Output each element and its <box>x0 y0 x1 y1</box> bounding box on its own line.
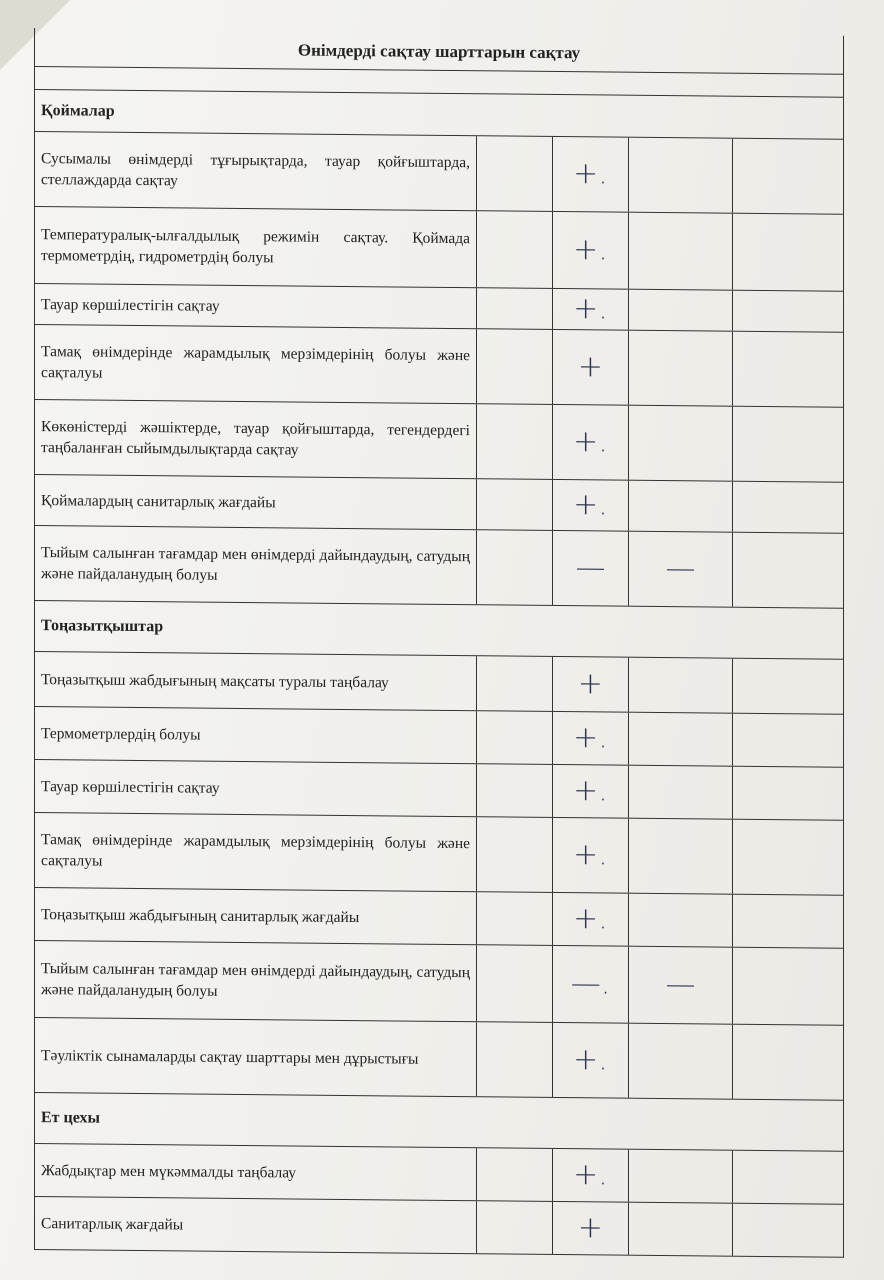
mark-cell <box>629 1150 733 1203</box>
mark-cell <box>477 764 553 817</box>
criterion-label: Тоңазытқыш жабдығының мақсаты туралы таңбалау <box>41 670 389 691</box>
section-header: Тоңазытқыштар <box>35 601 843 660</box>
mark-cell <box>629 819 733 894</box>
criterion-cell <box>35 284 477 328</box>
table-row <box>35 1018 843 1101</box>
table-row <box>35 707 843 768</box>
mark-cell <box>553 712 629 765</box>
mark-cell <box>553 289 629 330</box>
handwritten-mark: + <box>577 666 604 702</box>
mark-cell <box>553 1149 629 1202</box>
criterion-cell <box>35 132 477 210</box>
mark-cell <box>629 481 733 532</box>
table-row <box>35 941 843 1026</box>
handwritten-mark: +. <box>573 291 608 327</box>
mark-cell <box>553 657 629 712</box>
handwritten-mark: +. <box>573 487 608 523</box>
table-row <box>35 1197 843 1257</box>
mark-cell <box>629 213 733 290</box>
mark-cell <box>553 1202 629 1255</box>
handwritten-mark: +. <box>573 1157 608 1193</box>
criterion-cell <box>35 325 477 403</box>
mark-cell <box>553 893 629 946</box>
handwritten-mark: —. <box>570 966 611 1002</box>
handwritten-mark: +. <box>573 720 608 756</box>
table-row <box>35 207 843 292</box>
criterion-label: Термометрлердің болуы <box>41 724 201 744</box>
mark-cell <box>733 948 841 1025</box>
criterion-cell <box>35 1144 477 1200</box>
criterion-label: Тамақ өнімдерінде жарамдылық мерзімдерінің болуы және сақталуы <box>41 343 470 382</box>
mark-cell <box>629 766 733 819</box>
criterion-cell <box>35 941 477 1021</box>
criterion-label: Тәуліктік сынамаларды сақтау шарттары мен дұрыстығы <box>41 1046 419 1068</box>
table-row <box>35 813 843 896</box>
criterion-label: Қоймалардың санитарлық жағдайы <box>41 491 276 511</box>
mark-cell <box>553 330 629 405</box>
mark-cell <box>477 479 553 530</box>
mark-cell <box>477 404 553 479</box>
criterion-cell <box>35 760 477 816</box>
criterion-cell <box>35 707 477 763</box>
inspection-table <box>34 28 844 1258</box>
mark-cell <box>733 1151 841 1204</box>
mark-cell <box>477 1148 553 1201</box>
mark-cell <box>477 288 553 329</box>
table-row <box>35 400 843 483</box>
mark-cell <box>553 137 629 212</box>
criterion-cell <box>35 207 477 287</box>
mark-cell <box>733 714 841 767</box>
table-row <box>35 888 843 949</box>
mark-cell <box>733 1204 841 1257</box>
criterion-label: Көкөністерді жәшіктерде, тауар қойғыштарда, тегендердегі таңбаланған сыйымдылықтарда сақтау <box>41 418 470 459</box>
handwritten-mark: + <box>577 1210 604 1246</box>
handwritten-mark: — <box>575 550 606 586</box>
mark-cell <box>733 767 841 820</box>
table-row <box>35 325 843 408</box>
mark-cell <box>629 658 733 713</box>
mark-cell <box>477 1022 553 1097</box>
criterion-label: Температуралық-ылғалдылық режимін сақтау. Қоймада термометрдің, гидрометрдің болуы <box>41 226 470 267</box>
mark-cell <box>629 532 733 607</box>
handwritten-mark: +. <box>573 232 608 268</box>
criterion-cell <box>35 400 477 478</box>
mark-cell <box>477 1201 553 1254</box>
mark-cell <box>629 894 733 947</box>
criterion-cell <box>35 475 477 529</box>
handwritten-mark: +. <box>573 1042 608 1078</box>
criterion-cell <box>35 1197 477 1253</box>
table-row <box>35 475 843 534</box>
section-header: Қоймалар <box>35 90 843 140</box>
criterion-label: Тыйым салынған тағамдар мен өнімдерді дайындаудың, сатудың және пайдаланудың болуы <box>41 544 470 584</box>
table-row <box>35 760 843 821</box>
handwritten-mark: +. <box>573 424 608 460</box>
mark-cell <box>477 817 553 892</box>
mark-cell <box>733 332 841 407</box>
criterion-cell <box>35 652 477 710</box>
table-row <box>35 1144 843 1205</box>
criterion-cell <box>35 888 477 944</box>
mark-cell <box>553 480 629 531</box>
mark-cell <box>733 482 841 533</box>
handwritten-mark: +. <box>573 837 608 873</box>
mark-cell <box>629 1203 733 1256</box>
handwritten-mark: +. <box>573 773 608 809</box>
handwritten-mark: — <box>665 967 696 1003</box>
mark-cell <box>477 211 553 288</box>
mark-cell <box>553 1023 629 1098</box>
handwritten-mark: + <box>577 349 604 385</box>
mark-cell <box>629 947 733 1024</box>
mark-cell <box>553 531 629 606</box>
criterion-label: Тамақ өнімдерінде жарамдылық мерзімдерінің болуы және сақталуы <box>41 831 470 870</box>
mark-cell <box>629 713 733 766</box>
mark-cell <box>733 533 841 608</box>
criterion-label: Тауар көршілестігін сақтау <box>41 777 220 797</box>
mark-cell <box>477 945 553 1022</box>
mark-cell <box>629 138 733 213</box>
handwritten-mark: +. <box>573 901 608 937</box>
mark-cell <box>477 892 553 945</box>
mark-cell <box>733 214 841 291</box>
criterion-label: Тыйым салынған тағамдар мен өнімдерді дайындаудың, сатудың және пайдаланудың болуы <box>41 960 470 1000</box>
mark-cell <box>733 139 841 214</box>
mark-cell <box>477 329 553 404</box>
mark-cell <box>629 290 733 331</box>
criterion-label: Санитарлық жағдайы <box>41 1214 184 1233</box>
mark-cell <box>733 659 841 714</box>
handwritten-mark: +. <box>573 156 608 192</box>
mark-cell <box>477 711 553 764</box>
mark-cell <box>733 407 841 482</box>
table-row <box>35 526 843 609</box>
mark-cell <box>477 530 553 605</box>
mark-cell <box>553 946 629 1023</box>
criterion-label: Жабдықтар мен мүкәммалды таңбалау <box>41 1161 297 1182</box>
criterion-cell <box>35 1018 477 1096</box>
section-header: Ет цехы <box>35 1093 843 1152</box>
criterion-cell <box>35 526 477 604</box>
criterion-label: Тоңазытқыш жабдығының санитарлық жағдайы <box>41 905 360 926</box>
mark-cell <box>629 1024 733 1099</box>
mark-cell <box>553 765 629 818</box>
document-title: Өнімдерді сақтау шарттарын сақтау <box>35 28 843 75</box>
mark-cell <box>553 818 629 893</box>
mark-cell <box>733 291 841 332</box>
mark-cell <box>733 895 841 948</box>
mark-cell <box>477 136 553 211</box>
criterion-label: Сусымалы өнімдерді тұғырықтарда, тауар қойғыштарда, стеллаждарда сақтау <box>41 150 470 190</box>
criterion-cell <box>35 813 477 891</box>
table-row <box>35 652 843 715</box>
mark-cell <box>733 1025 841 1100</box>
mark-cell <box>553 405 629 480</box>
mark-cell <box>477 656 553 711</box>
mark-cell <box>629 331 733 406</box>
mark-cell <box>733 820 841 895</box>
table-row <box>35 132 843 215</box>
mark-cell <box>553 212 629 289</box>
mark-cell <box>629 406 733 481</box>
criterion-label: Тауар көршілестігін сақтау <box>41 295 220 315</box>
handwritten-mark: — <box>665 551 696 587</box>
